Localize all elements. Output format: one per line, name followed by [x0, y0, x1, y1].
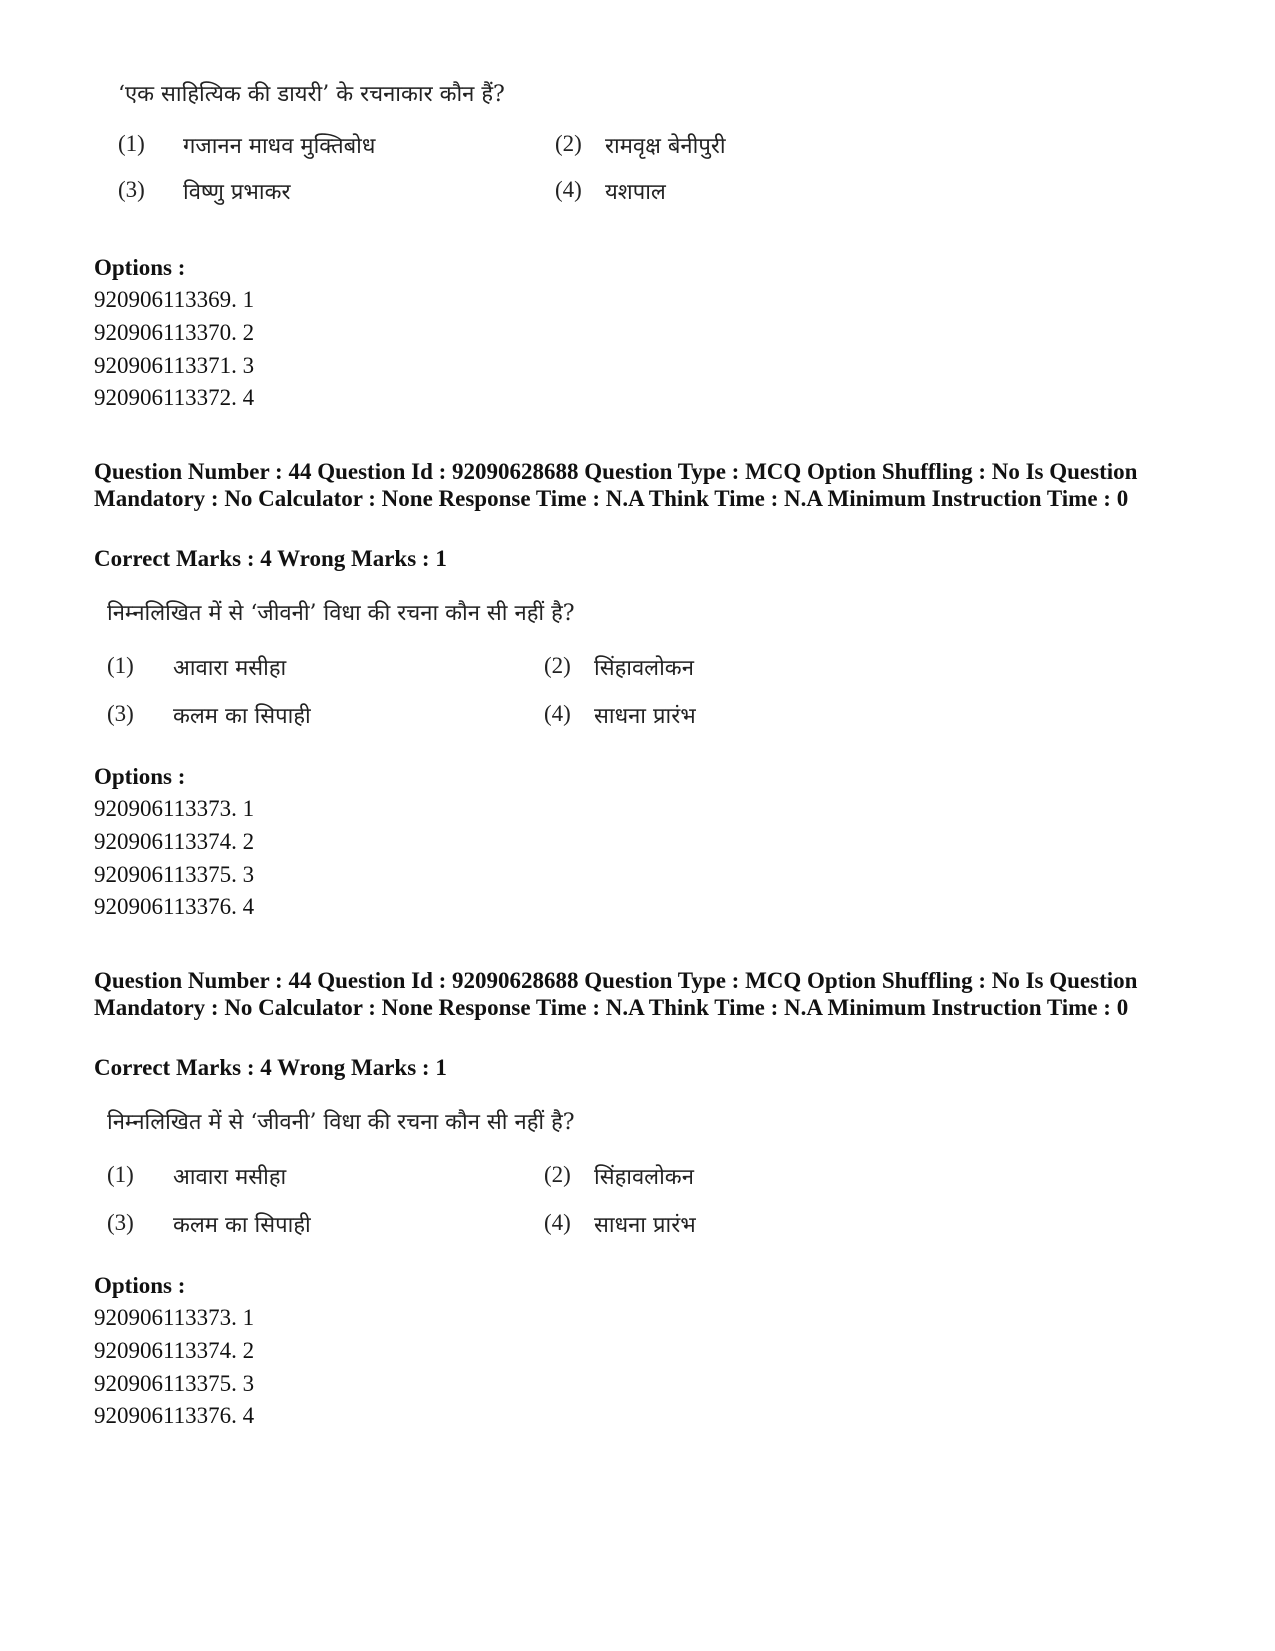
marks-line: Correct Marks : 4 Wrong Marks : 1 — [94, 546, 447, 571]
option-line: 920906113372. 4 — [94, 385, 255, 410]
answer-text: सिंहावलोकन — [594, 1165, 694, 1190]
option-line: 920906113373. 1 — [94, 796, 255, 821]
answer-number: (2) — [544, 653, 571, 678]
options-heading: Options : — [94, 255, 186, 280]
answer-number: (1) — [118, 131, 145, 156]
option-line: 920906113371. 3 — [94, 353, 255, 378]
option-line: 920906113375. 3 — [94, 862, 255, 887]
option-line: 920906113376. 4 — [94, 894, 255, 919]
answer-number: (3) — [107, 701, 134, 726]
answer-text: आवारा मसीहा — [173, 1165, 287, 1190]
question-text: ‘एक साहित्यिक की डायरी’ के रचनाकार कौन हैं? — [118, 82, 505, 107]
answer-text: आवारा मसीहा — [173, 656, 287, 681]
answer-text: साधना प्रारंभ — [594, 1213, 696, 1238]
answer-text: साधना प्रारंभ — [594, 704, 696, 729]
option-line: 920906113369. 1 — [94, 287, 255, 312]
answer-number: (3) — [118, 177, 145, 202]
question-text: निम्नलिखित में से ‘जीवनी’ विधा की रचना कौन सी नहीं है? — [107, 1110, 575, 1135]
answer-text: सिंहावलोकन — [594, 656, 694, 681]
options-heading: Options : — [94, 764, 186, 789]
question-text: निम्नलिखित में से ‘जीवनी’ विधा की रचना कौन सी नहीं है? — [107, 601, 575, 626]
question-meta: Question Number : 44 Question Id : 92090628688 Question Type : MCQ Option Shuffling : No Is Question Mandatory : No Calculator : None Response Time : N.A Think Time : N.A Minimum Instruction Time : 0 — [94, 459, 1138, 511]
option-line: 920906113375. 3 — [94, 1371, 255, 1396]
option-line: 920906113374. 2 — [94, 1338, 255, 1363]
option-line: 920906113374. 2 — [94, 829, 255, 854]
answer-text: विष्णु प्रभाकर — [183, 180, 291, 205]
answer-text: यशपाल — [605, 180, 666, 205]
answer-text: गजानन माधव मुक्तिबोध — [183, 134, 376, 159]
marks-line: Correct Marks : 4 Wrong Marks : 1 — [94, 1055, 447, 1080]
answer-number: (2) — [555, 131, 582, 156]
answer-number: (2) — [544, 1162, 571, 1187]
answer-number: (4) — [544, 701, 571, 726]
question-meta: Question Number : 44 Question Id : 92090628688 Question Type : MCQ Option Shuffling : No Is Question Mandatory : No Calculator : None Response Time : N.A Think Time : N.A Minimum Instruction Time : 0 — [94, 968, 1138, 1020]
option-line: 920906113373. 1 — [94, 1305, 255, 1330]
option-line: 920906113376. 4 — [94, 1403, 255, 1428]
answer-number: (4) — [544, 1210, 571, 1235]
answer-text: कलम का सिपाही — [173, 1213, 311, 1238]
answer-text: कलम का सिपाही — [173, 704, 311, 729]
answer-number: (4) — [555, 177, 582, 202]
answer-text: रामवृक्ष बेनीपुरी — [605, 134, 726, 159]
options-heading: Options : — [94, 1273, 186, 1298]
answer-number: (1) — [107, 653, 134, 678]
answer-number: (1) — [107, 1162, 134, 1187]
option-line: 920906113370. 2 — [94, 320, 255, 345]
answer-number: (3) — [107, 1210, 134, 1235]
